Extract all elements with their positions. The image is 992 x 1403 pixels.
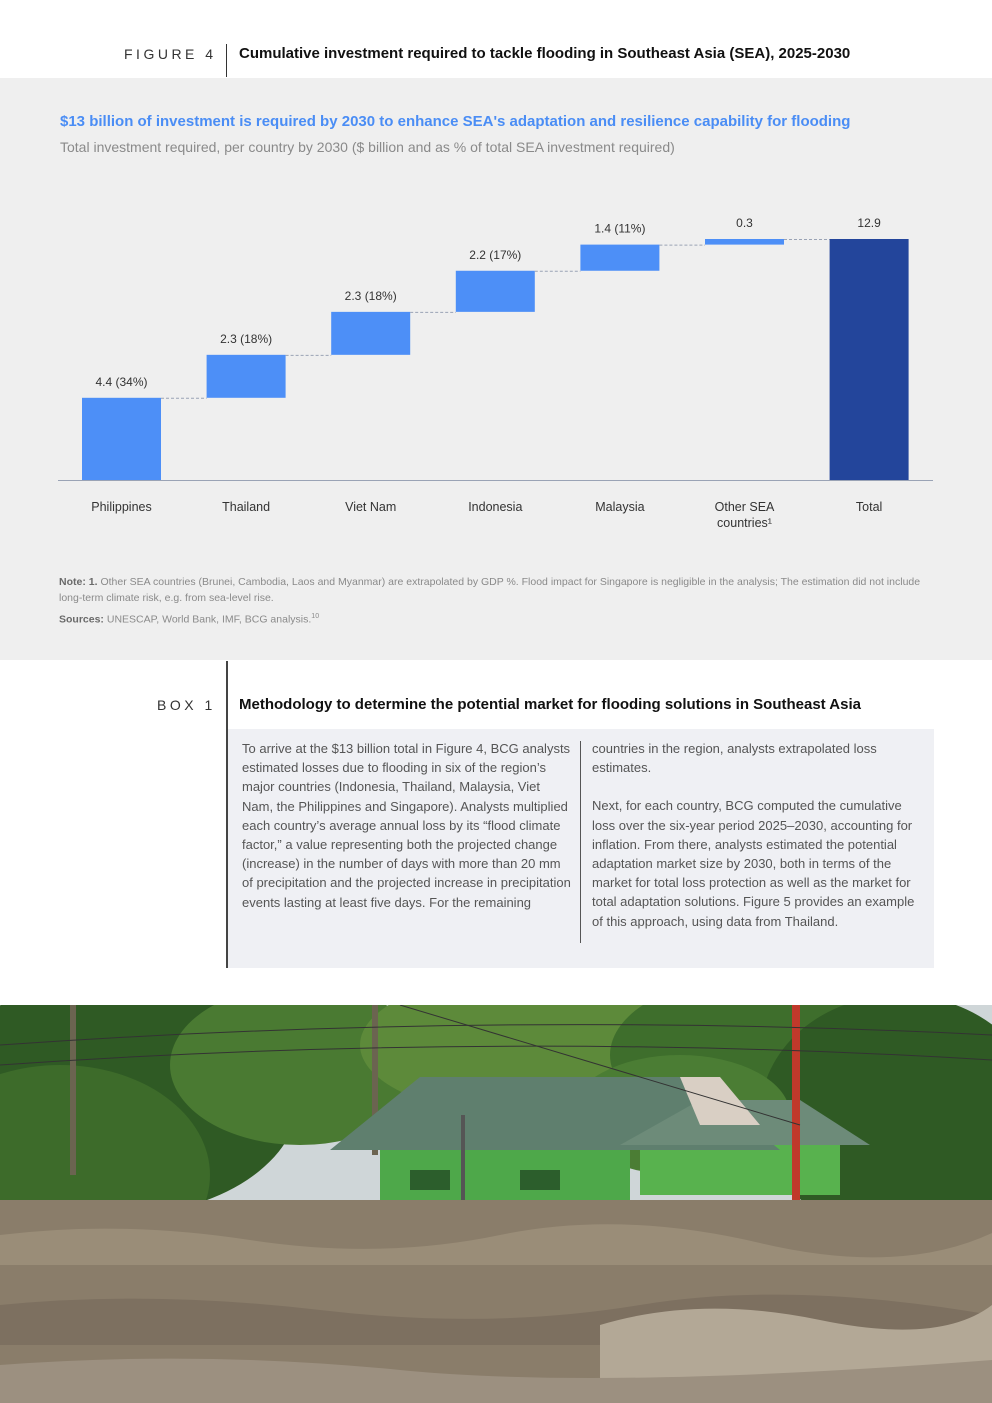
flood-photo [0, 1005, 992, 1403]
data-label: 2.3 (18%) [220, 331, 273, 346]
data-label: 1.4 (11%) [594, 221, 646, 236]
note-label: Note: [59, 576, 86, 588]
data-label: 4.4 (34%) [95, 374, 148, 389]
category-label: Philippines [91, 500, 152, 514]
chart-panel [0, 78, 992, 660]
sources-label: Sources: [59, 613, 104, 626]
category-label: countries¹ [717, 516, 772, 530]
box-right-paragraph-2: Next, for each country, BCG computed the cumulative loss over the six-year period 2025–2030, accounting for inflation. From there, analysts estimated the potential adaptation market size by 2030, both in terms of the market for total loss protection as well as the market for total adaptation solutions. Figure 5 provides an example of this approach, using data from Thailand. [592, 798, 915, 929]
box-column-divider [580, 741, 581, 943]
figure-divider [226, 44, 227, 77]
bar-viet-nam [331, 312, 410, 355]
box-column-left [242, 739, 572, 931]
chart-sources [59, 613, 319, 626]
box-title: Methodology to determine the potential market for flooding solutions in Southeast Asia [239, 696, 861, 713]
data-label: 2.3 (18%) [344, 288, 397, 303]
data-label: 0.3 [736, 216, 753, 230]
category-label: Malaysia [595, 500, 645, 514]
note-number: 1. [88, 576, 98, 588]
category-label: Indonesia [468, 500, 523, 514]
bar-indonesia [456, 271, 535, 312]
category-label: Total [855, 500, 883, 514]
chart-note [59, 574, 929, 606]
bar-philippines [82, 398, 161, 480]
bar-total [830, 239, 909, 480]
box-label: BOX 1 [157, 697, 216, 713]
box-left-paragraph: To arrive at the $13 billion total in Figure 4, BCG analysts estimated losses due to flooding in six of the region’s major countries (Indonesia, Thailand, Malaysia, Viet Nam, the Philippines and Singapore). Analysts multiplied each country’s average annual loss by its “flood climate factor,” a value representing both the projected change (increase) in the number of days with more than 20 mm of precipitation and the projected increase in precipitation events lasting at least five days. For the remaining [242, 741, 571, 910]
chart-subtitle: Total investment required, per country by 2030 ($ billion and as % of total SEA investment required) [60, 139, 675, 155]
data-label: 12.9 [857, 216, 881, 230]
data-label: 2.2 (17%) [469, 247, 522, 262]
category-label: Thailand [222, 500, 271, 514]
bar-malaysia [580, 245, 659, 271]
bar-other-sea-countries [705, 239, 784, 245]
category-label: Viet Nam [345, 500, 397, 514]
sources-text: UNESCAP, World Bank, IMF, BCG analysis. [106, 613, 312, 626]
flood-photo-illustration [0, 1005, 992, 1403]
figure-header [0, 0, 992, 78]
chart-headline: $13 billion of investment is required by 2030 to enhance SEA's adaptation and resilience capability for flooding [60, 113, 851, 130]
figure-label: FIGURE 4 [124, 46, 217, 62]
category-label: Other SEA [714, 500, 775, 514]
sources-ref: 10 [311, 613, 320, 620]
box-body [228, 729, 934, 968]
figure-title: Cumulative investment required to tackle flooding in Southeast Asia (SEA), 2025-2030 [239, 45, 851, 62]
note-text: Other SEA countries (Brunei, Cambodia, Laos and Myanmar) are extrapolated by GDP %. Flood impact for Singapore is negligible in the analysis; The estimation did not include long-term climate risk, e.g. from sea-level rise. [59, 576, 921, 604]
box-column-right [592, 739, 922, 950]
waterfall-chart [0, 78, 992, 568]
bar-thailand [207, 355, 286, 398]
box-right-paragraph-1: countries in the region, analysts extrapolated loss estimates. [592, 741, 877, 776]
